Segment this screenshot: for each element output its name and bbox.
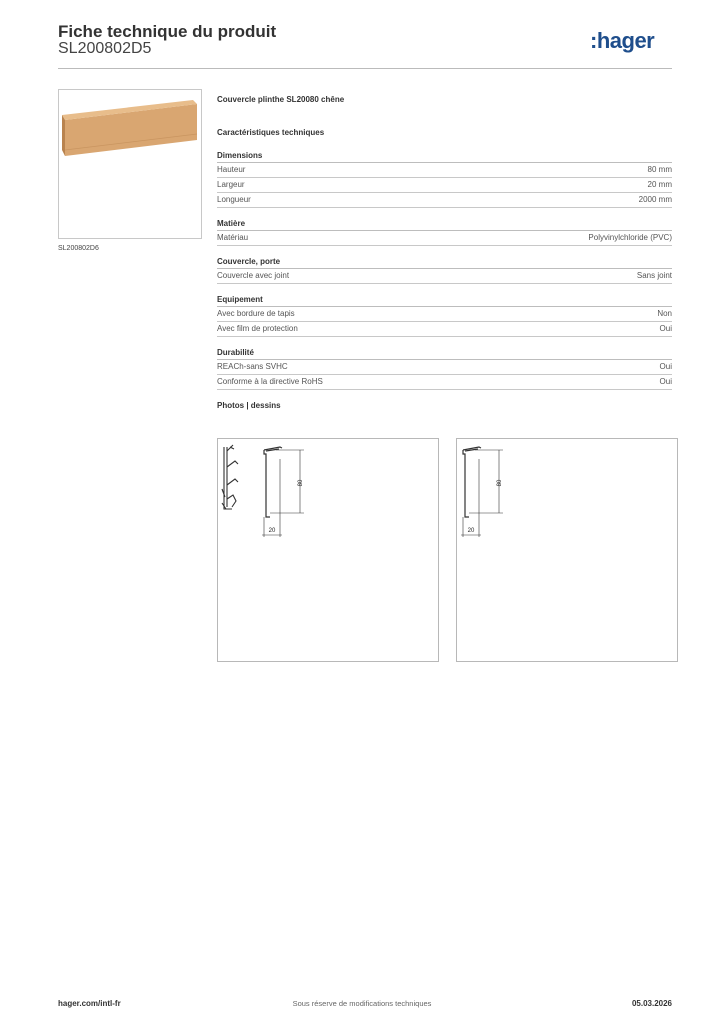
header-divider (58, 68, 672, 69)
spec-section-equipment (217, 295, 672, 337)
spec-row (217, 163, 672, 178)
spec-section-dimensions (217, 151, 672, 208)
section-title: Durabilité (217, 348, 672, 360)
spec-value: Sans joint (636, 271, 672, 280)
spec-label: Longueur (217, 195, 251, 204)
section-title: Dimensions (217, 151, 672, 163)
width-dimension-label: 20 (467, 528, 475, 534)
spec-row (217, 307, 672, 322)
product-name: Couvercle plinthe SL20080 chêne (217, 95, 345, 104)
spec-value: Oui (659, 324, 672, 333)
logo-text: hager (596, 28, 655, 53)
spec-label: Matériau (217, 233, 249, 242)
spec-label: Largeur (217, 180, 245, 189)
spec-section-cover (217, 257, 672, 284)
spec-value: 20 mm (647, 180, 672, 189)
section-title: Equipement (217, 295, 672, 307)
spec-content (217, 95, 672, 413)
spec-label: Avec film de protection (217, 324, 298, 333)
product-image-caption: SL200802D6 (58, 245, 99, 252)
height-dimension-label: 80 (497, 479, 503, 487)
drawing-profile-with-section (217, 438, 439, 662)
spec-label: Avec bordure de tapis (217, 309, 295, 318)
product-end-face (62, 115, 65, 156)
footer-disclaimer: Sous réserve de modifications techniques (292, 999, 432, 1008)
spec-value: Oui (659, 362, 672, 371)
footer-website: hager.com/intl-fr (58, 999, 121, 1008)
product-image (59, 90, 203, 240)
width-dimension-label: 20 (268, 528, 276, 534)
product-reference: SL200802D5 (58, 40, 152, 57)
spec-heading: Caractéristiques techniques (217, 128, 325, 137)
spec-section-durability (217, 348, 672, 390)
spec-value: 2000 mm (638, 195, 672, 204)
footer-date: 05.03.2026 (631, 999, 672, 1008)
spec-row (217, 360, 672, 375)
spec-row (217, 193, 672, 208)
spec-value: Non (657, 309, 672, 318)
spec-section-material (217, 219, 672, 246)
spec-label: Conforme à la directive RoHS (217, 377, 323, 386)
dimension-lines (461, 450, 503, 537)
base-profile-section (222, 445, 238, 509)
cover-profile (463, 447, 481, 517)
cover-profile (264, 447, 282, 517)
drawing-cover-dimensions (456, 438, 678, 662)
hager-logo: :hager (590, 28, 655, 53)
product-image-frame (58, 89, 202, 239)
spec-row (217, 375, 672, 390)
section-title: Couvercle, porte (217, 257, 672, 269)
spec-label: Hauteur (217, 165, 246, 174)
spec-label: REACh-sans SVHC (217, 362, 288, 371)
spec-value: 80 mm (647, 165, 672, 174)
dimension-lines (262, 450, 304, 537)
page-title: Fiche technique du produit (58, 22, 277, 41)
spec-row (217, 231, 672, 246)
spec-label: Couvercle avec joint (217, 271, 290, 280)
photos-title: Photos | dessins (217, 401, 281, 410)
height-dimension-label: 80 (298, 479, 304, 487)
spec-value: Polyvinylchloride (PVC) (588, 233, 672, 242)
spec-row (217, 178, 672, 193)
section-title: Matière (217, 219, 672, 231)
spec-row (217, 322, 672, 337)
spec-value: Oui (659, 377, 672, 386)
spec-row (217, 269, 672, 284)
